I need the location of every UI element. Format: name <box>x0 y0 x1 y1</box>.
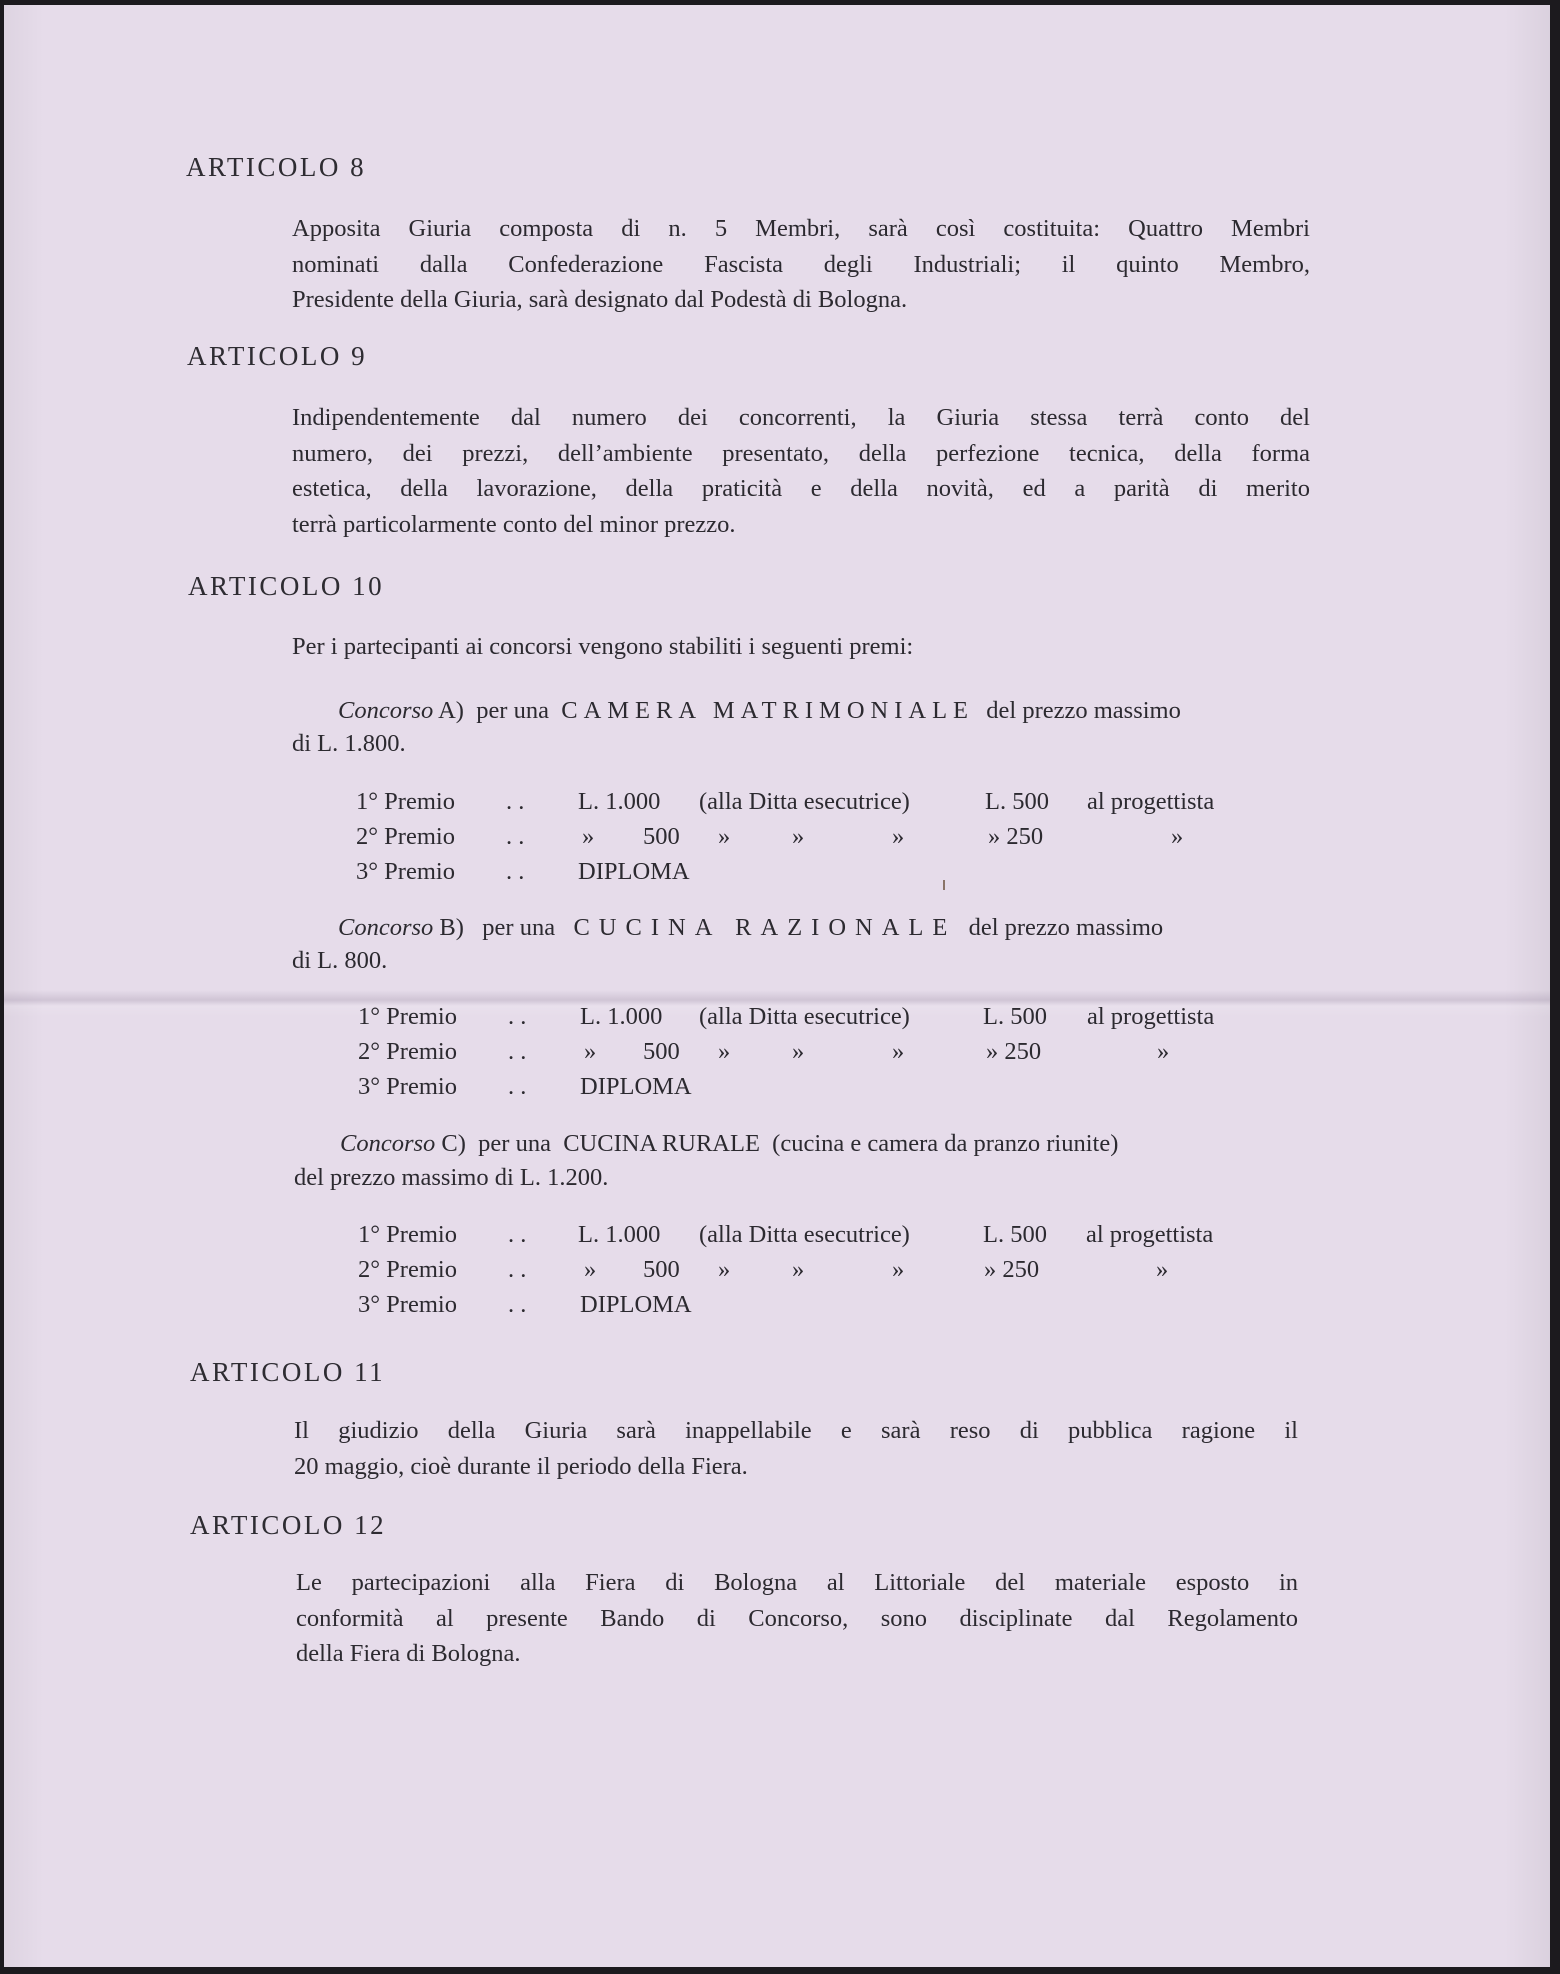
text-line: Per i partecipanti ai concorsi vengono stabiliti i seguenti premi: <box>292 633 914 660</box>
text-line: Presidente della Giuria, sarà designato dal Podestà di Bologna. <box>292 286 908 313</box>
prize-designer-amount: » 250 <box>988 823 1044 850</box>
contest-post: (cucina e camera da pranzo riunite) <box>772 1130 1119 1157</box>
contest-name: CUCINA RAZIONALE <box>573 914 957 941</box>
ditto-mark: » <box>792 1256 805 1283</box>
ditto-mark: » <box>792 823 805 850</box>
ditto-mark: » <box>718 823 731 850</box>
prize-diploma: DIPLOMA <box>580 1291 692 1318</box>
contest-pre: per una <box>478 1130 551 1157</box>
document-page <box>4 5 1550 1967</box>
contest-label: Concorso <box>340 1130 436 1157</box>
text-line: nominati dalla Confederazione Fascista degli Industriali; il quinto Membro, <box>292 250 1310 278</box>
text-line: terrà particolarmente conto del minor prezzo. <box>292 510 736 538</box>
ditto-mark: » <box>1156 1256 1169 1283</box>
prize-rank: 2° Premio <box>358 1256 457 1283</box>
ditto-mark: » <box>718 1256 731 1283</box>
contest-a-line-1 <box>338 693 1181 729</box>
contest-letter: A) <box>438 697 464 724</box>
contest-pre: per una <box>476 697 549 724</box>
contest-pre: per una <box>482 914 556 941</box>
prize-amount: L. 1.000 <box>578 788 661 815</box>
article-12-text <box>296 1565 1298 1672</box>
text-line: della Fiera di Bologna. <box>296 1640 521 1667</box>
contest-b-line-2: di L. 800. <box>292 947 388 974</box>
article-8-text <box>292 211 1310 318</box>
text-line: Il giudizio della Giuria sarà inappellabile e sarà reso di pubblica ragione il <box>294 1417 1298 1444</box>
article-10-heading: ARTICOLO 10 <box>188 571 385 601</box>
contest-label: Concorso <box>338 914 434 941</box>
prize-rank: 3° Premio <box>358 1073 457 1100</box>
prize-dots: . . <box>508 1003 527 1030</box>
prize-rank: 3° Premio <box>356 858 455 885</box>
prize-designer-amount: L. 500 <box>983 1003 1047 1030</box>
contest-b-prize-2 <box>356 1034 1256 1069</box>
prize-recipient: (alla Ditta esecutrice) <box>699 788 910 815</box>
contest-letter: C) <box>441 1130 466 1157</box>
prize-designer: al progettista <box>1087 1003 1215 1030</box>
contest-c-prize-1 <box>356 1217 1256 1252</box>
contest-c-line-2: del prezzo massimo di L. 1.200. <box>294 1164 609 1191</box>
article-11-text <box>294 1413 1298 1484</box>
prize-dots: . . <box>506 823 525 850</box>
prize-designer-amount: L. 500 <box>983 1221 1047 1248</box>
prize-rank: 1° Premio <box>356 788 455 815</box>
prize-amount: L. 1.000 <box>580 1003 663 1030</box>
ditto-mark: » <box>892 1038 905 1065</box>
ditto-mark: » <box>718 1038 731 1065</box>
prize-rank: 3° Premio <box>358 1291 457 1318</box>
text-line: Apposita Giuria composta di n. 5 Membri, sarà così costituita: Quattro Membri <box>292 215 1310 242</box>
ditto-mark: » <box>584 1038 597 1065</box>
article-8-heading: ARTICOLO 8 <box>186 152 367 182</box>
contest-a-prize-2 <box>356 819 1256 854</box>
article-11-heading: ARTICOLO 11 <box>190 1357 386 1387</box>
contest-a-prize-1 <box>356 784 1256 819</box>
prize-dots: . . <box>506 858 525 885</box>
contest-b-line-1 <box>338 910 1163 946</box>
contest-letter: B) <box>439 914 464 941</box>
prize-dots: . . <box>508 1221 527 1248</box>
ditto-mark: » <box>1157 1038 1170 1065</box>
contest-c-prize-2 <box>356 1252 1256 1287</box>
prize-dots: . . <box>508 1256 527 1283</box>
prize-designer-amount: L. 500 <box>985 788 1049 815</box>
prize-amount: 500 <box>643 823 680 850</box>
prize-dots: . . <box>506 788 525 815</box>
prize-diploma: DIPLOMA <box>578 858 690 885</box>
prize-recipient: (alla Ditta esecutrice) <box>699 1003 910 1030</box>
contest-b-prize-1 <box>356 999 1256 1034</box>
ditto-mark: » <box>892 823 905 850</box>
prize-amount: 500 <box>643 1038 680 1065</box>
ditto-mark: » <box>584 1256 597 1283</box>
article-12-heading: ARTICOLO 12 <box>190 1510 387 1540</box>
contest-c-line-1 <box>340 1126 1118 1162</box>
contest-label: Concorso <box>338 697 434 724</box>
text-line: estetica, della lavorazione, della praticità e della novità, ed a parità di merito <box>292 475 1310 502</box>
prize-designer-amount: » 250 <box>984 1256 1040 1283</box>
text-line: 20 maggio, cioè durante il periodo della Fiera. <box>294 1452 748 1480</box>
article-9-heading: ARTICOLO 9 <box>187 341 368 371</box>
contest-a-prize-3 <box>356 854 1256 889</box>
prize-rank: 1° Premio <box>358 1221 457 1248</box>
text-line: Le partecipazioni alla Fiera di Bologna al Littoriale del materiale esposto in <box>296 1569 1298 1596</box>
prize-dots: . . <box>508 1291 527 1318</box>
paper-blemish <box>943 880 945 890</box>
prize-rank: 2° Premio <box>356 823 455 850</box>
ditto-mark: » <box>892 1256 905 1283</box>
ditto-mark: » <box>1171 823 1184 850</box>
prize-dots: . . <box>508 1038 527 1065</box>
prize-amount: L. 1.000 <box>578 1221 661 1248</box>
prize-rank: 2° Premio <box>358 1038 457 1065</box>
prize-designer: al progettista <box>1086 1221 1214 1248</box>
ditto-mark: » <box>582 823 595 850</box>
prize-amount: 500 <box>643 1256 680 1283</box>
text-line: conformità al presente Bando di Concorso, sono disciplinate dal Regolamento <box>296 1604 1298 1632</box>
contest-post: del prezzo massimo <box>986 697 1181 724</box>
contest-name: CAMERA MATRIMONIALE <box>561 697 975 724</box>
prize-rank: 1° Premio <box>358 1003 457 1030</box>
contest-a-line-2: di L. 1.800. <box>292 730 406 757</box>
contest-c-prize-3 <box>356 1287 1256 1322</box>
prize-designer: al progettista <box>1087 788 1215 815</box>
text-line: Indipendentemente dal numero dei concorrenti, la Giuria stessa terrà conto del <box>292 404 1310 431</box>
article-10-text <box>292 629 1310 665</box>
ditto-mark: » <box>792 1038 805 1065</box>
prize-designer-amount: » 250 <box>986 1038 1042 1065</box>
article-9-text <box>292 400 1310 542</box>
contest-post: del prezzo massimo <box>968 914 1164 941</box>
contest-name: CUCINA RURALE <box>563 1130 760 1157</box>
prize-dots: . . <box>508 1073 527 1100</box>
contest-b-prize-3 <box>356 1069 1256 1104</box>
text-line: numero, dei prezzi, dell’ambiente presentato, della perfezione tecnica, della forma <box>292 439 1310 467</box>
prize-diploma: DIPLOMA <box>580 1073 692 1100</box>
prize-recipient: (alla Ditta esecutrice) <box>699 1221 910 1248</box>
